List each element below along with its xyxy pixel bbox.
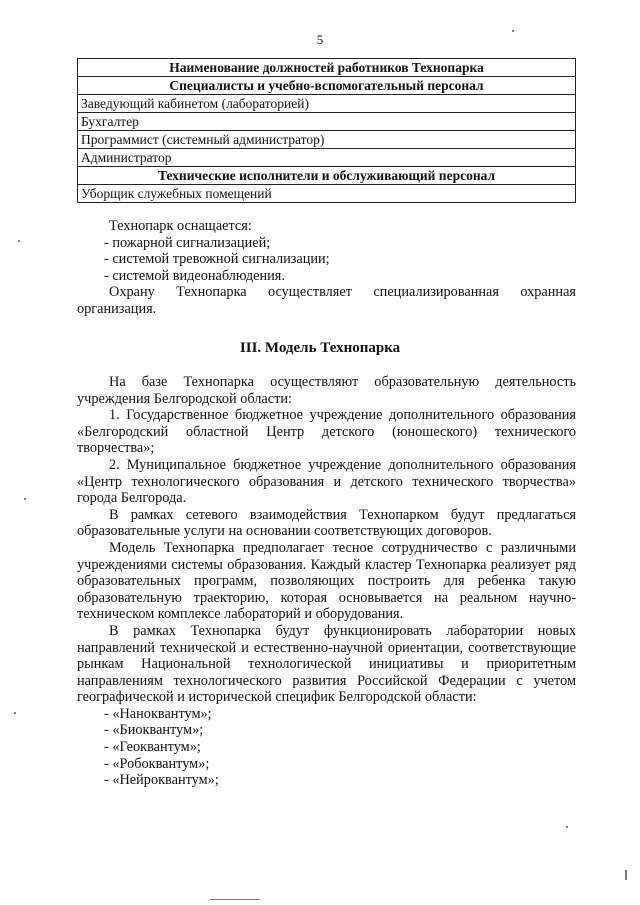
staff-positions-table [77, 58, 576, 203]
list-item: - «Биоквантум»; [104, 722, 204, 739]
list-item: - «Наноквантум»; [104, 705, 212, 722]
table-section-row [78, 77, 576, 95]
list-item: - «Нейроквантум»; [104, 772, 219, 789]
table-row [78, 113, 576, 131]
section-title: III. Модель Технопарка [239, 340, 401, 356]
page-number: 5 [316, 32, 324, 47]
equipment-intro: Технопарк оснащается: [109, 218, 252, 234]
table-section-title: Технические исполнители и обслуживающий персонал [78, 167, 576, 185]
scan-speck [24, 498, 26, 500]
paragraph: В рамках Технопарка будут функционировать лаборатории новых направлений технической и естественно-научной ориентации, соответствующие рынкам Национальной технологической инициативы и приоритетным направлениям технологического развития Российской Федерации с учетом географической и исторической специфик Белгородской области: [77, 622, 576, 706]
table-section-title: Специалисты и учебно-вспомогательный персонал [78, 77, 576, 95]
table-header-row [78, 59, 576, 77]
paragraph: На базе Технопарка осуществляют образовательную деятельность учреждения Белгородской области: [77, 374, 576, 407]
paragraph: Модель Технопарка предполагает тесное сотрудничество с различными учреждениями системы образования. Каждый кластер Технопарка реализует ряд образовательных программ, позволяющих построить для ребенка такую образовательную траекторию, которая основывается на реальном научно-техническом комплексе лабораторий и оборудования. [77, 539, 576, 623]
table-cell: Заведующий кабинетом (лабораторией) [78, 95, 576, 113]
table-row [78, 185, 576, 203]
equipment-item: - системой видеонаблюдения. [104, 267, 285, 284]
model-body [77, 374, 576, 789]
security-paragraph: Охрану Технопарка осуществляет специализированная охранная организация. [77, 284, 576, 317]
equipment-block [77, 218, 576, 318]
list-item: - «Геоквантум»; [104, 739, 201, 756]
scan-speck [18, 240, 20, 242]
table-row [78, 95, 576, 113]
table-header-cell: Наименование должностей работников Технопарка [78, 59, 576, 77]
table-row [78, 131, 576, 149]
table-row [78, 149, 576, 167]
table-cell: Уборщик служебных помещений [78, 185, 576, 203]
equipment-item: - системой тревожной сигнализации; [104, 251, 330, 268]
list-item: - «Робоквантум»; [104, 755, 210, 772]
scan-speck [566, 826, 568, 828]
paragraph: В рамках сетевого взаимодействия Технопарком будут предлагаться образовательные услуги на основании соответствующих договоров. [77, 506, 576, 540]
scan-speck [14, 712, 16, 714]
paragraph: 2. Муниципальное бюджетное учреждение дополнительного образования «Центр технологического образования и детского технического творчества» города Белгорода. [77, 456, 576, 507]
equipment-item: - пожарной сигнализацией; [104, 234, 271, 251]
scan-speck [512, 30, 514, 32]
table-cell: Администратор [78, 149, 576, 167]
table-section-row [78, 167, 576, 185]
table-cell: Программист (системный администратор) [78, 131, 576, 149]
table-cell: Бухгалтер [78, 113, 576, 131]
paragraph: 1. Государственное бюджетное учреждение дополнительного образования «Белгородский областной Центр детского (юношеского) технического творчества»; [77, 407, 576, 457]
scan-mark [210, 899, 260, 900]
scan-mark [625, 870, 627, 880]
